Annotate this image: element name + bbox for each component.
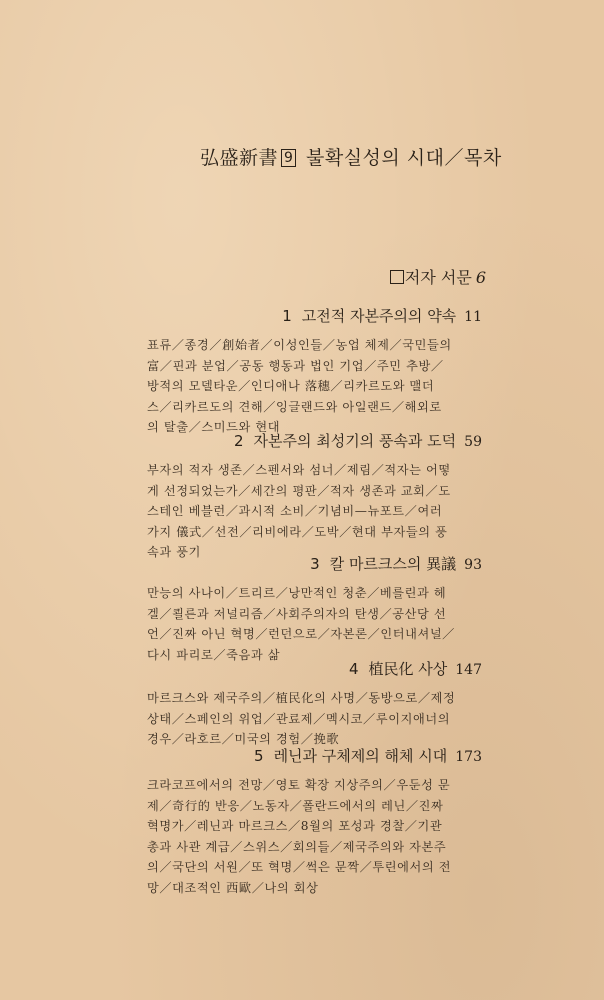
chapter-title: 植民化 사상 bbox=[368, 660, 448, 678]
chapter-3 bbox=[147, 553, 482, 665]
chapter-page: 93 bbox=[464, 557, 482, 573]
contents-line: 스테인 베블런／과시적 소비／기념비—뉴포트／여러 bbox=[147, 504, 443, 518]
chapter-contents bbox=[147, 460, 482, 563]
contents-line: 총과 사관 계급／스위스／회의들／제국주의와 자본주 bbox=[147, 839, 447, 854]
contents-line: 크라코프에서의 전망／영토 확장 지상주의／우둔성 문 bbox=[147, 778, 451, 792]
contents-line: 富／핀과 분업／공동 행동과 법인 기업／주민 추방／ bbox=[147, 358, 444, 373]
chapter-1 bbox=[147, 305, 482, 438]
chapter-title: 칼 마르크스의 異議 bbox=[329, 555, 457, 573]
chapter-heading bbox=[147, 745, 482, 766]
series-name: 弘盛新書 bbox=[200, 147, 279, 169]
contents-line: 속과 풍기 bbox=[147, 545, 201, 559]
contents-line: 겔／쾰른과 저널리즘／사회주의자의 탄생／공산당 선 bbox=[147, 606, 447, 621]
contents-line: 언／진짜 아닌 혁명／런던으로／자본론／인터내셔널／ bbox=[147, 627, 455, 641]
preface-entry bbox=[390, 265, 486, 288]
page-title bbox=[200, 143, 580, 170]
chapter-contents bbox=[147, 583, 482, 665]
chapter-title: 고전적 자본주의의 약속 bbox=[301, 307, 457, 325]
chapter-page: 173 bbox=[455, 749, 482, 765]
chapter-heading bbox=[147, 430, 482, 451]
contents-line: 의／국단의 서원／또 혁명／썩은 문짝／투린에서의 전 bbox=[147, 860, 452, 874]
contents-line: 경우／라호르／미국의 경험／挽歌 bbox=[147, 732, 340, 746]
contents-line: 방적의 모델타운／인디애나 落穗／리카르도와 맬더 bbox=[147, 379, 435, 393]
chapter-contents bbox=[147, 335, 482, 438]
chapter-number: 1 bbox=[282, 307, 292, 325]
chapter-4 bbox=[147, 658, 482, 750]
chapter-5 bbox=[147, 745, 482, 898]
chapter-title: 자본주의 최성기의 풍속과 도덕 bbox=[253, 432, 457, 450]
chapter-contents bbox=[147, 688, 482, 750]
book-title: 불확실성의 시대／목차 bbox=[305, 147, 502, 169]
contents-line: 스／리카르도의 견해／잉글랜드와 아일랜드／해외로 bbox=[147, 399, 442, 414]
chapter-contents bbox=[147, 775, 482, 898]
contents-line: 표류／종경／創始者／이성인들／농업 체제／국민들의 bbox=[147, 338, 452, 352]
contents-line: 제／奇行的 반응／노동자／폴란드에서의 레닌／진짜 bbox=[147, 798, 444, 813]
contents-line: 가지 儀式／선전／리비에라／도박／현대 부자들의 풍 bbox=[147, 524, 448, 539]
chapter-number: 2 bbox=[233, 432, 244, 450]
contents-line: 만능의 사나이／트리르／낭만적인 청춘／베를린과 헤 bbox=[147, 586, 447, 600]
chapter-number: 4 bbox=[348, 660, 359, 678]
contents-line: 상태／스페인의 위업／관료제／멕시코／루이지애너의 bbox=[147, 711, 451, 726]
chapter-title: 레닌과 구체제의 해체 시대 bbox=[273, 747, 448, 765]
chapter-page: 59 bbox=[464, 434, 482, 450]
chapter-number: 5 bbox=[254, 747, 264, 765]
contents-line: 마르크스와 제국주의／植民化의 사명／동방으로／제정 bbox=[147, 691, 456, 705]
contents-line: 망／대조적인 西歐／나의 회상 bbox=[147, 880, 319, 895]
contents-line: 부자의 적자 생존／스펜서와 섬너／제림／적자는 어떻 bbox=[147, 463, 451, 477]
contents-line: 게 선정되었는가／세간의 평판／적자 생존과 교회／도 bbox=[147, 483, 451, 498]
chapter-heading bbox=[147, 553, 482, 574]
chapter-number: 3 bbox=[310, 555, 320, 573]
chapter-heading bbox=[147, 658, 482, 679]
preface-page: 6 bbox=[475, 268, 486, 287]
chapter-heading bbox=[147, 305, 482, 326]
contents-line: 다시 파리로／죽음과 삶 bbox=[147, 647, 281, 662]
square-bullet-icon bbox=[390, 270, 404, 284]
contents-line: 의 탈출／스미드와 현대 bbox=[147, 420, 281, 434]
chapter-page: 147 bbox=[455, 662, 482, 678]
series-number-box: 9 bbox=[281, 149, 296, 167]
chapter-page: 11 bbox=[464, 309, 482, 325]
chapter-2 bbox=[147, 430, 482, 563]
preface-label: 저자 서문 bbox=[404, 268, 472, 287]
contents-line: 혁명가／레닌과 마르크스／8월의 포성과 경찰／기관 bbox=[147, 819, 443, 833]
